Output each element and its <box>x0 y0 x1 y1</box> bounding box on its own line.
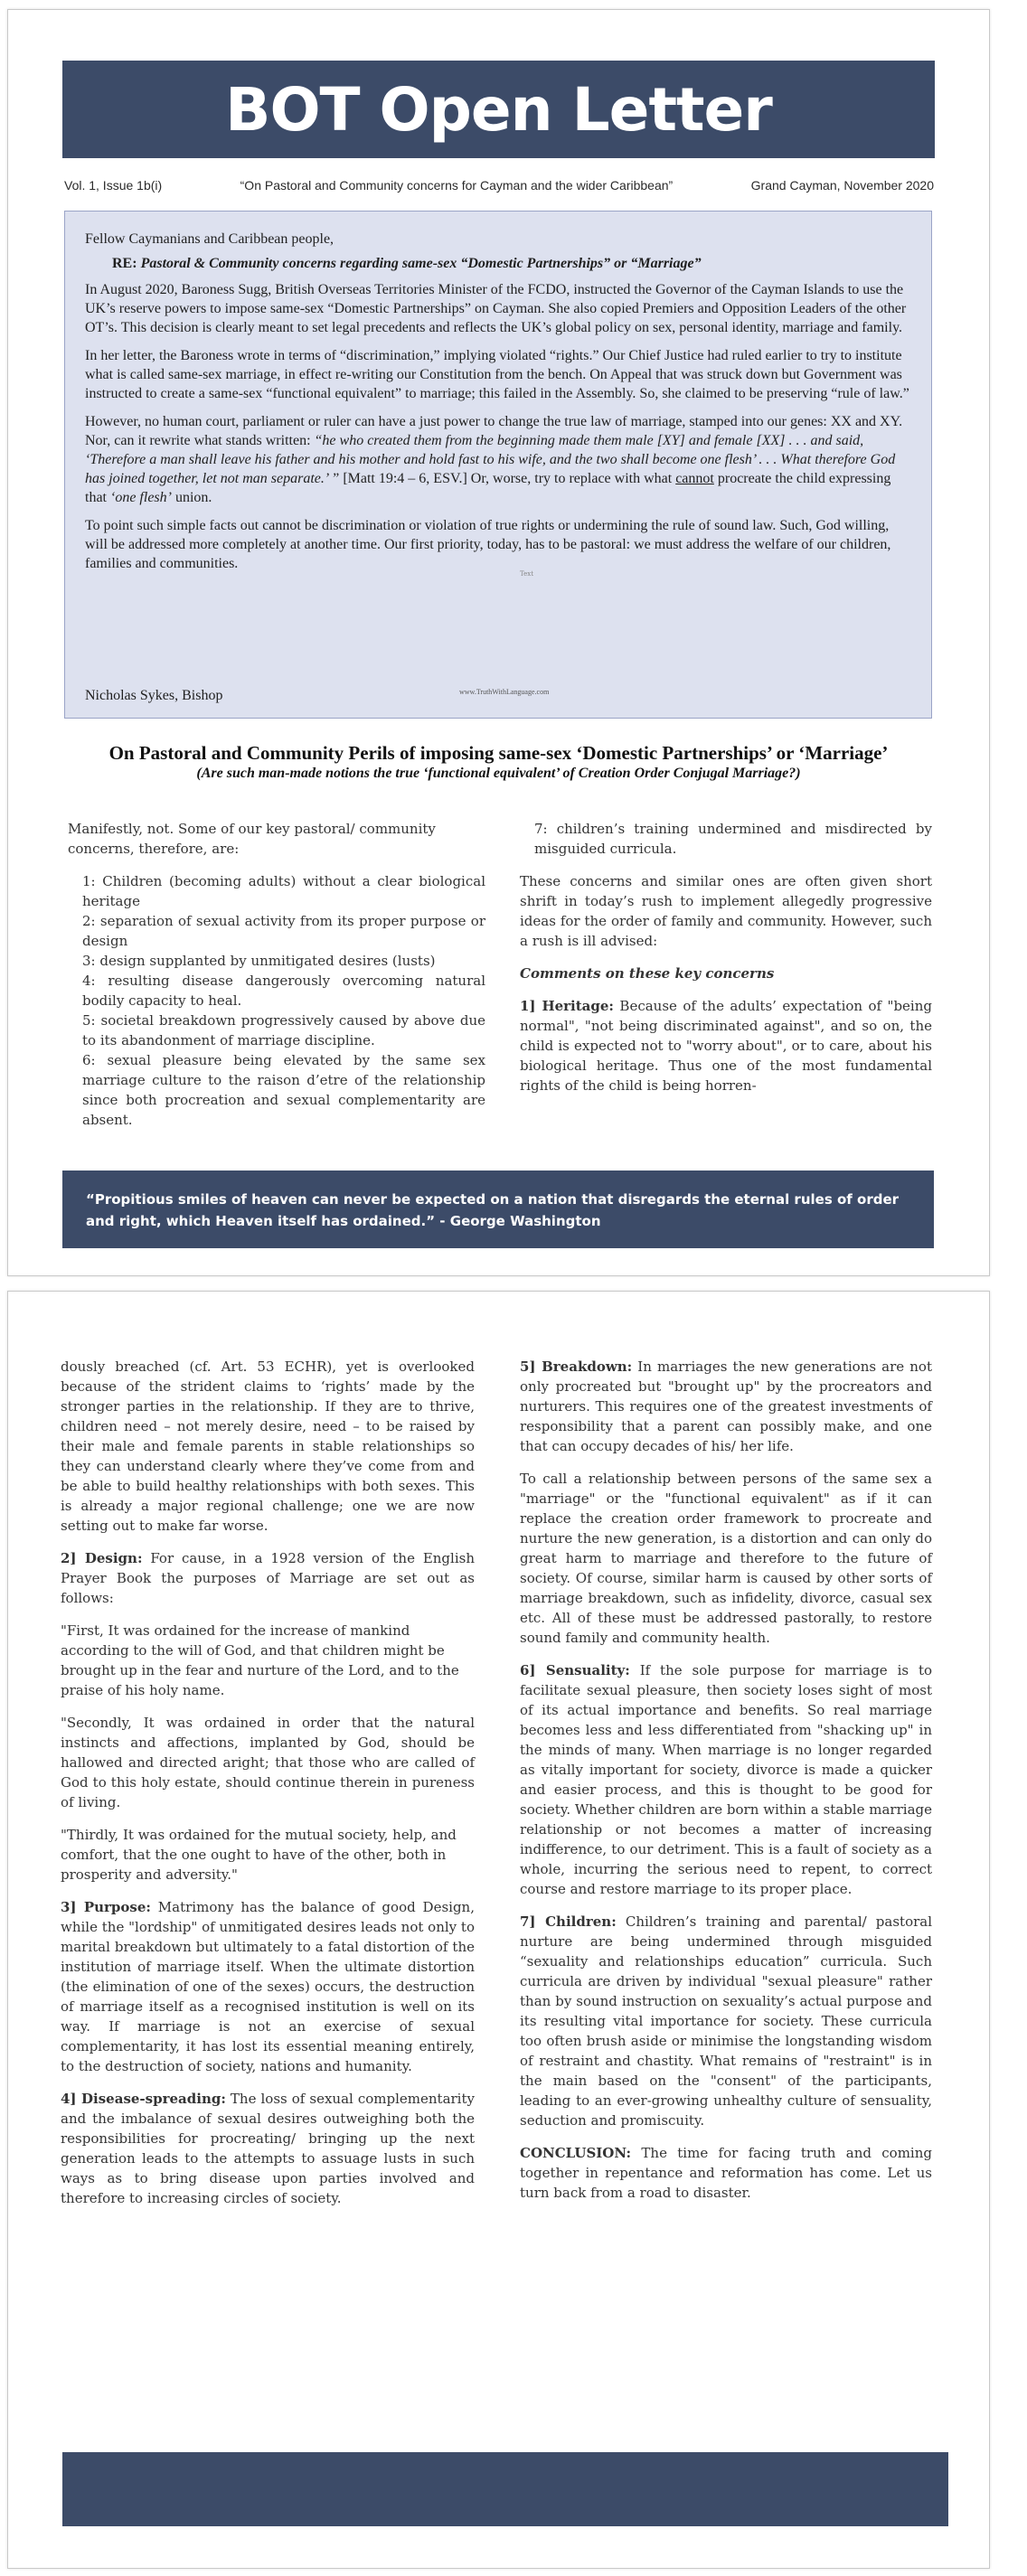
p3-one-flesh: ‘one flesh’ <box>110 490 172 505</box>
page1-left-column <box>68 819 485 1130</box>
issue-subject: “On Pastoral and Community concerns for Cayman and the wider Caribbean” <box>240 178 674 193</box>
p3-part-b: [Matt 19:4 – 6, ESV.] Or, worse, try to replace with what <box>339 471 676 486</box>
re-text: Pastoral & Community concerns regarding same-sex “Domestic Partnerships” or “Marriage” <box>140 256 702 271</box>
re-label: RE: <box>112 256 141 271</box>
list-item: 1: Children (becoming adults) without a clear biological heritage <box>82 873 485 909</box>
heritage-heading: 1] Heritage: <box>520 998 614 1014</box>
concerns-paragraph: These concerns and similar ones are often given short shrift in today’s rush to implement allegedly progressive ideas for the order of family and community. However, such a rush is ill advised: <box>520 873 932 949</box>
quote-banner <box>62 1170 934 1248</box>
design-text: For cause, in a 1928 version of the English Prayer Book the purposes of Marriage are set out as follows: <box>61 1550 475 1606</box>
open-letter-box <box>64 211 932 719</box>
conclusion-text: The time for facing truth and coming together in repentance and reformation has come. Let us turn back from a road to disaster. <box>520 2145 932 2201</box>
footer-banner <box>62 2452 948 2526</box>
issue-place-date: Grand Cayman, November 2020 <box>750 178 934 193</box>
p3-part-d: union. <box>171 490 212 505</box>
children-paragraph <box>520 1912 932 2130</box>
disease-paragraph <box>61 2089 475 2208</box>
scripture-quote: “he who created them from the beginning made them male [XY] and female [XX] . . . and said, ‘Therefore a man shall leave his father and his mother and hold fast to his wife, and the two shall become one flesh’ . . . What therefore God has joined together, let not man separate.’ ” <box>85 433 896 486</box>
letter-paragraph-3 <box>85 412 911 507</box>
letter-paragraph-1: In August 2020, Baroness Sugg, British Overseas Territories Minister of the FCDO, instructed the Governor of the Cayman Islands to use the UK’s reserve powers to impose same-sex “Domestic Partnerships” on Cayman. She also copied Premiers and Opposition Leaders of the other OT’s. This decision is clearly meant to set legal precedents and reflects the UK’s global policy on sex, personal identity, marriage and family. <box>85 282 907 335</box>
purpose-heading: 3] Purpose: <box>61 1899 151 1915</box>
p3-part-a: However, no human court, parliament or ruler can have a just power to change the true law of marriage, stamped into our genes: XX and XY. Nor, can it rewrite what stands written: <box>85 414 903 448</box>
issue-line <box>64 178 934 193</box>
prayer-book-second: "Secondly, It was ordained in order that the natural instincts and affections, implanted by God, should be hallowed and directed aright; that those who are called of God to this holy estate, should continue therein in pureness of living. <box>61 1715 475 1810</box>
disease-heading: 4] Disease-spreading: <box>61 2091 226 2107</box>
purpose-paragraph <box>61 1897 475 2076</box>
design-heading: 2] Design: <box>61 1550 143 1566</box>
heritage-continued: dously breached (cf. Art. 53 ECHR), yet is overlooked because of the strident claims to ‘rights’ made by the stronger parties in the relationship. If they are to thrive, children need – not merely desire, need – to be raised by their male and female parents in stable relationships so they can understand clearly where they’ve come from and be able to build healthy relationships with both sexes. This is already a major regional challenge; one we are now setting out to make far worse. <box>61 1359 475 1534</box>
newsletter-page-1 <box>7 9 990 1276</box>
conclusion-heading: CONCLUSION: <box>520 2145 632 2161</box>
list-item: 4: resulting disease dangerously overcoming natural bodily capacity to heal. <box>82 973 485 1009</box>
washington-quote: “Propitious smiles of heaven can never be expected on a nation that disregards the eternal rules of order and right, which Heaven itself has ordained.” - George Washington <box>86 1191 900 1229</box>
breakdown-paragraph <box>520 1357 932 1456</box>
sensuality-text: If the sole purpose for marriage is to facilitate sexual pleasure, then society loses sight of most of its actual importance and benefits. So real marriage becomes less and less differentiated from "shacking up" in the minds of many. When marriage is no longer regarded as vitally important for society, divorce is made a quicker and easier process, and this is thought to be good for society. Whether children are born within a stable marriage relationship or not becomes a matter of increasing indifference, to our detriment. This is a fault of society as a whole, incurring the serious need to repent, to correct course and restore marriage to its proper place. <box>520 1662 933 1897</box>
letter-paragraph-2: In her letter, the Baroness wrote in terms of “discrimination,” implying violated “rights.” Our Chief Justice had ruled earlier to try to institute what is called same-sex marriage, in effect re-writing our Constitution from the bench. On Appeal that was struck down but Government was instructed to create a same-sex “functional equivalent” to marriage; this failed in the Assembly. So, she claimed to be preserving “rule of law.” <box>85 348 909 401</box>
letter-salutation: Fellow Caymanians and Caribbean people, <box>85 231 334 247</box>
page2-right-column <box>520 1357 932 2215</box>
purpose-text: Matrimony has the balance of good Design, while the "lordship" of unmitigated desires leads not only to marital breakdown but ultimately to a fatal distortion of the institution of marriage itself. When the ultimate distortion (the elimination of one of the sexes) occurs, the destruction of marriage itself as a recognised institution is well on its way. If marriage is not an exercise of sexual complementarity, it has lost its essential meaning entirely, to the destruction of society, nations and humanity. <box>61 1899 475 2074</box>
heritage-paragraph <box>520 996 932 1095</box>
list-item: 7: children’s training undermined and misdirected by misguided curricula. <box>534 821 932 857</box>
page2-left-column <box>61 1357 475 2221</box>
sensuality-heading: 6] Sensuality: <box>520 1662 630 1678</box>
section-title: On Pastoral and Community Perils of imposing same-sex ‘Domestic Partnerships’ or ‘Marriage’ <box>108 742 889 764</box>
p3-underlined-word: cannot <box>675 471 714 486</box>
design-paragraph <box>61 1548 475 1608</box>
newsletter-page-2 <box>7 1291 990 2569</box>
intro-paragraph: Manifestly, not. Some of our key pastoral/ community concerns, therefore, are: <box>68 821 436 857</box>
comments-heading: Comments on these key concerns <box>520 965 775 982</box>
list-item: 3: design supplanted by unmitigated desires (lusts) <box>82 953 436 969</box>
letter-signoff: Nicholas Sykes, Bishop <box>85 688 223 703</box>
disease-text: The loss of sexual complementarity and the imbalance of sexual desires outweighing both the responsibilities for procreating/ bringing up the next generation leads to the attempts to assuage lusts in such ways as to bring disease upon parties involved and therefore to increasing circles of society. <box>61 2091 475 2206</box>
p3-part-c: procreate the child expressing that <box>85 471 891 505</box>
concerns-list-continued <box>520 819 932 859</box>
letter-paragraph-4: To point such simple facts out cannot be discrimination or violation of true rights or undermining the rule of sound law. Such, God willing, will be addressed more completely at another time. Our first priority, today, has to be pastoral: we must address the welfare of our children, families and communities. <box>85 518 891 571</box>
relationship-paragraph: To call a relationship between persons of the same sex a "marriage" or the "functional equivalent" as if it can replace the creation order framework to procreate and nurture the new generation, is a distortion and can only do great harm to marriage and therefore to the future of society. Of course, similar harm is caused by other sorts of marriage breakdown, such as infidelity, divorce, casual sex etc. All of these must be addressed pastorally, to restore sound family and community health. <box>520 1471 932 1646</box>
conclusion-paragraph <box>520 2143 932 2203</box>
section-subtitle: (Are such man-made notions the true ‘functional equivalent’ of Creation Order Conjugal Marriage?) <box>196 766 801 781</box>
website-link[interactable]: www.TruthWithLanguage.com <box>459 688 550 696</box>
sensuality-paragraph <box>520 1660 932 1899</box>
children-text: Children’s training and parental/ pastoral nurture are being undermined through misguided “sexuality and relationships education” curricula. Such curricula are driven by individual "sexual pleasure" rather than by sound instruction on sexuality’s actual purpose and its resulting vital importance for society. These curricula too often brush aside or minimise the longstanding wisdom of restraint and chastity. What remains of "restraint" is in the main based on the "consent" of the participants, leading to an ever-growing unhealthy culture of sensuality, seduction and promiscuity. <box>520 1913 933 2129</box>
list-item: 5: societal breakdown progressively caused by above due to its abandonment of marriage discipline. <box>82 1012 485 1048</box>
prayer-book-third: "Thirdly, It was ordained for the mutual society, help, and comfort, that the one ought to have of the other, both in prosperity and adversity." <box>61 1827 457 1883</box>
page1-right-column <box>520 819 932 1108</box>
list-item: 6: sexual pleasure being elevated by the same sex marriage culture to the raison d’etre of the relationship since both procreation and sexual complementarity are absent. <box>82 1052 485 1128</box>
masthead-banner <box>62 61 935 158</box>
breakdown-text: In marriages the new generations are not only procreated but "brought up" by the procreators and nurturers. This requires one of the greatest investments of responsibility that a parent can possibly make, and one that can occupy decades of his/ her life. <box>520 1359 932 1454</box>
concerns-list <box>68 871 485 1130</box>
tiny-text-label: Text <box>520 570 534 578</box>
issue-number: Vol. 1, Issue 1b(i) <box>64 178 163 193</box>
masthead-title: BOT Open Letter <box>225 74 772 145</box>
letter-re-line <box>85 254 911 273</box>
list-item: 2: separation of sexual activity from its proper purpose or design <box>82 913 485 949</box>
breakdown-heading: 5] Breakdown: <box>520 1359 633 1375</box>
prayer-book-first: "First, It was ordained for the increase of mankind according to the will of God, and that children might be brought up in the fear and nurture of the Lord, and to the praise of his holy name. <box>61 1622 459 1698</box>
heritage-text: Because of the adults’ expectation of "being normal", "not being discriminated against", and so on, the child is expected not to "worry about", or to care, about his biological heritage. Thus one of the most fundamental rights of the child is being horren- <box>520 998 932 1094</box>
children-heading: 7] Children: <box>520 1913 617 1930</box>
